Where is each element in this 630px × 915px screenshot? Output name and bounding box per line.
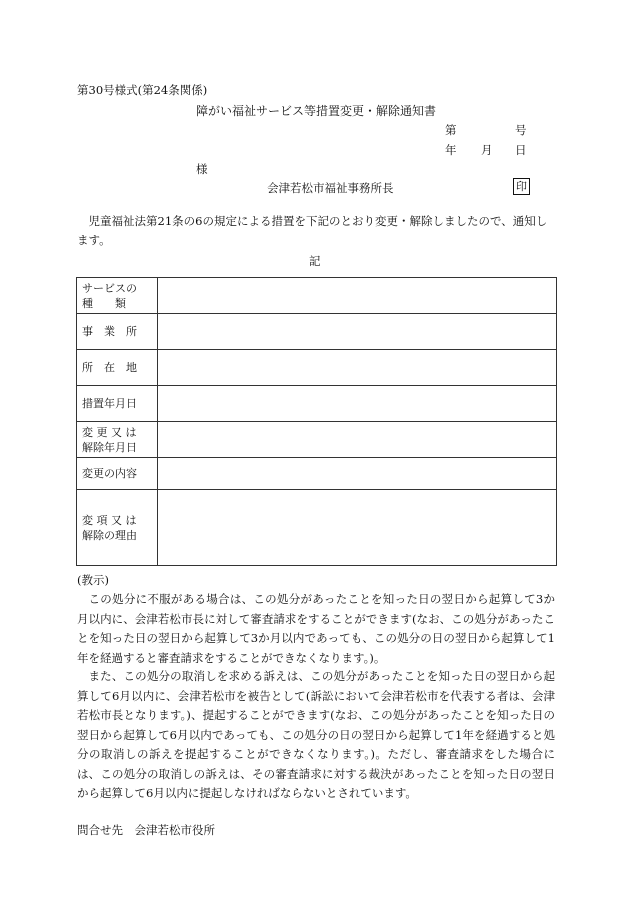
row-label: [77, 314, 158, 350]
label-line: 所 在 地: [82, 361, 137, 374]
table-row: [77, 422, 557, 458]
label-line: 解除の理由: [82, 528, 137, 542]
label-line: 措置年月日: [82, 397, 137, 410]
number-suffix: 号: [515, 123, 527, 137]
table-row: [77, 314, 557, 350]
table-row: [77, 278, 557, 314]
label-line: サービスの: [82, 281, 137, 295]
label-line: 変 更 又 は: [82, 425, 137, 439]
label-line: 変 項 又 は: [82, 513, 137, 527]
row-label: [77, 458, 158, 490]
form-table: [76, 277, 557, 566]
table-row: [77, 490, 557, 566]
service-type-field[interactable]: [158, 278, 557, 314]
document-title: 障がい福祉サービス等措置変更・解除通知書: [196, 104, 437, 118]
seal-mark: 印: [513, 178, 530, 195]
body-text: 児童福祉法第21条の6の規定による措置を下記のとおり変更・解除しましたので、通知します。: [77, 214, 548, 247]
row-label: [77, 386, 158, 422]
date-month-label: 月: [481, 143, 493, 157]
contact-info: 問合せ先 会津若松市役所: [77, 823, 215, 837]
label-line: 解除年月日: [82, 440, 137, 454]
notice-paragraph-1: この処分に不服がある場合は、この処分があったことを知った日の翌日から起算して3か月以内に、会津若松市長に対して審査請求をすることができます(なお、この処分があったことを知った日の翌日から起算して3か月以内であっても、この処分の日の翌日から起算して1年を経過すると審査請求をすることができなくなります。)。: [77, 592, 555, 665]
issuer-name: 会津若松市福祉事務所長: [267, 181, 394, 195]
table-row: [77, 350, 557, 386]
label-line: 事 業 所: [82, 325, 137, 338]
row-label: [77, 490, 158, 566]
change-date-field[interactable]: [158, 422, 557, 458]
label-line: 変更の内容: [82, 467, 137, 480]
row-label: [77, 350, 158, 386]
row-label: [77, 278, 158, 314]
table-row: [77, 386, 557, 422]
table-row: [77, 458, 557, 490]
date-year-label: 年: [445, 143, 457, 157]
ki-heading: 記: [309, 254, 321, 268]
notice-heading: (教示): [77, 573, 109, 587]
change-reason-field[interactable]: [158, 490, 557, 566]
facility-field[interactable]: [158, 314, 557, 350]
number-prefix: 第: [445, 123, 457, 137]
label-line: 種 類: [82, 296, 126, 310]
change-content-field[interactable]: [158, 458, 557, 490]
form-number: 第30号様式(第24条関係): [77, 83, 208, 97]
location-field[interactable]: [158, 350, 557, 386]
date-day-label: 日: [515, 143, 527, 157]
row-label: [77, 422, 158, 458]
notice-paragraph-2: また、この処分の取消しを求める訴えは、この処分があったことを知った日の翌日から起算して6月以内に、会津若松市を被告として(訴訟において会津若松市を代表する者は、会津若松市長となります。)、提起することができます(なお、この処分があったことを知った日の翌日から起算して6月以内であっても、この処分の日の翌日から起算して1年を経過すると処分の取消しの訴えを提起することができなくなります。)。ただし、審査請求をした場合には、この処分の取消しの訴えは、その審査請求に対する裁決があったことを知った日の翌日から起算して6月以内に提起しなければならないとされています。: [77, 669, 555, 800]
recipient-suffix: 様: [196, 162, 208, 176]
measure-date-field[interactable]: [158, 386, 557, 422]
